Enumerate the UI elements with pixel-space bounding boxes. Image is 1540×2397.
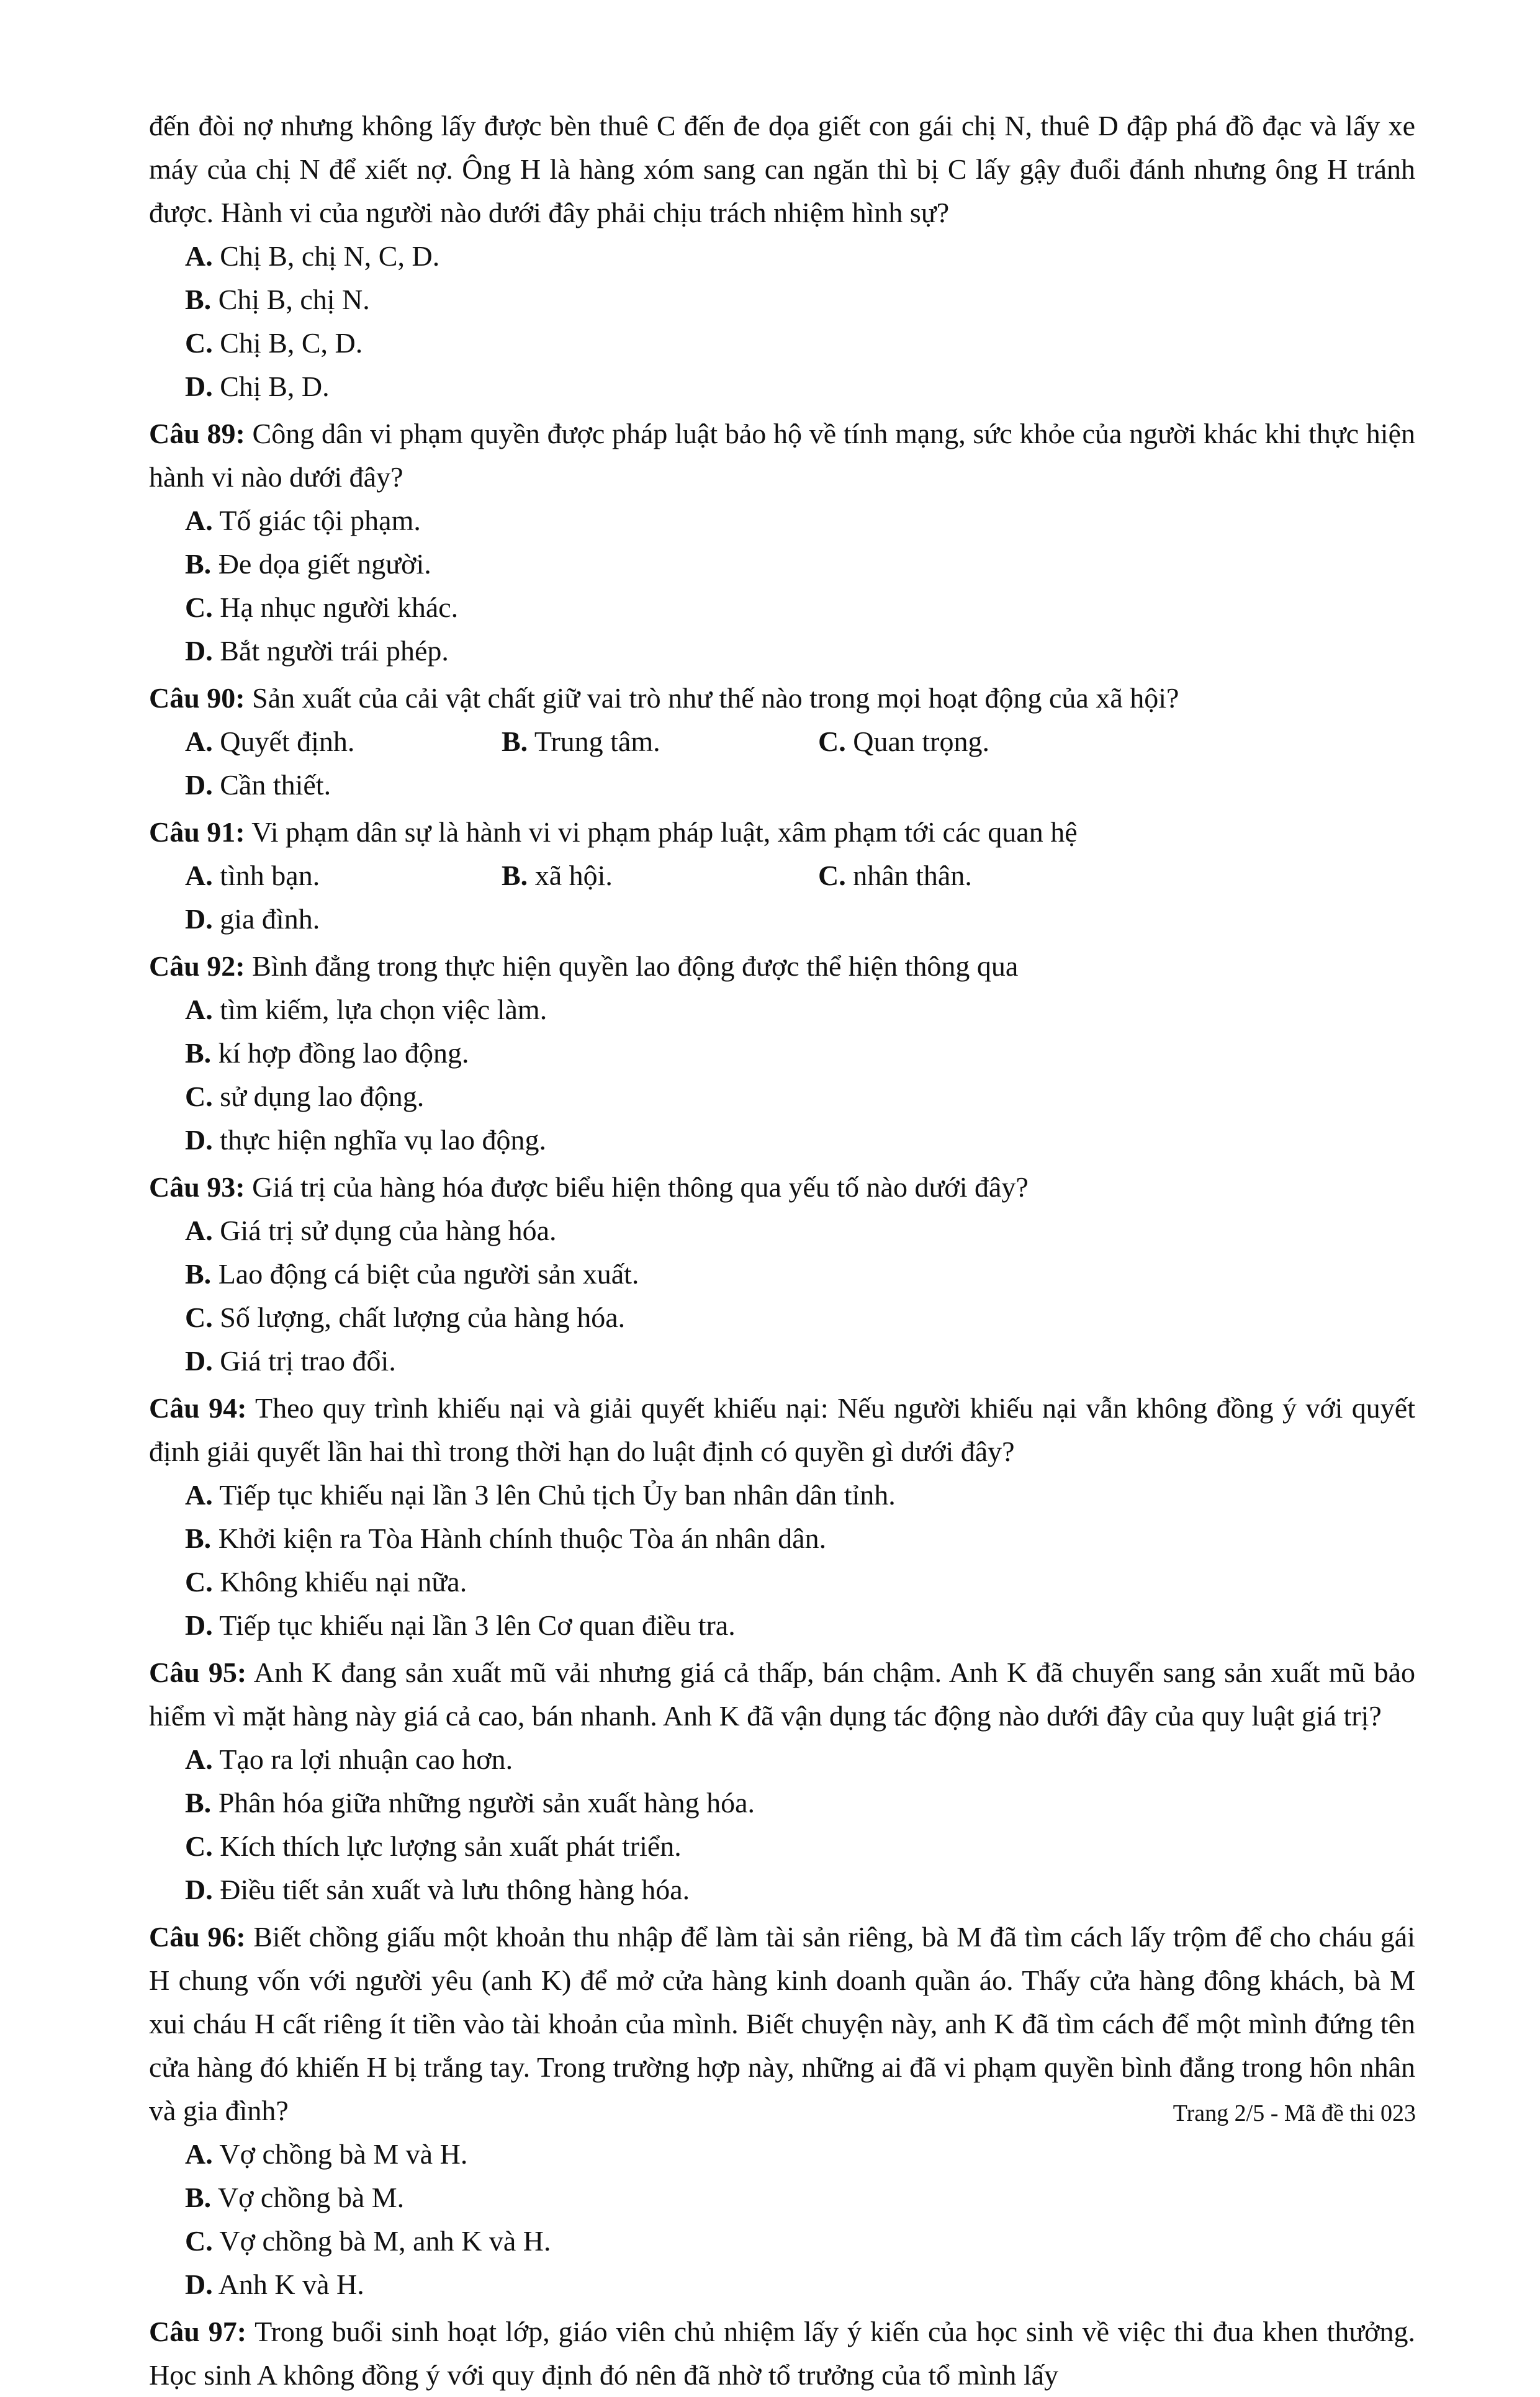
option-a: A. tình bạn. <box>185 860 320 891</box>
question-92-options <box>149 988 1415 1162</box>
option-b: B. Vợ chồng bà M. <box>185 2182 405 2213</box>
question-94: Câu 94: Theo quy trình khiếu nại và giải quyết khiếu nại: Nếu người khiếu nại vẫn không đồng ý với quyết định giải quyết lần hai thì trong thời hạn do luật định có quyền gì dưới đây? <box>149 1392 1416 1467</box>
question-91-options <box>149 854 1415 941</box>
option-c: C. Vợ chồng bà M, anh K và H. <box>185 2225 551 2257</box>
option-d: D. Bắt người trái phép. <box>185 635 449 667</box>
option-b: B. Lao động cá biệt của người sản xuất. <box>185 1258 639 1290</box>
question-91: Câu 91: Vi phạm dân sự là hành vi vi phạm pháp luật, xâm phạm tới các quan hệ <box>149 816 1078 848</box>
question-89: Câu 89: Công dân vi phạm quyền được pháp luật bảo hộ về tính mạng, sức khỏe của người khác khi thực hiện hành vi nào dưới đây? <box>149 418 1415 493</box>
question-95: Câu 95: Anh K đang sản xuất mũ vải nhưng giá cả thấp, bán chậm. Anh K đã chuyển sang sản xuất mũ bảo hiểm vì mặt hàng này giá cả cao, bán nhanh. Anh K đã vận dụng tác động nào dưới đây của quy luật giá trị? <box>149 1657 1416 1732</box>
question-94-options <box>149 1473 1415 1647</box>
option-a: A. Giá trị sử dụng của hàng hóa. <box>185 1215 557 1246</box>
option-d: D. Cần thiết. <box>185 769 331 801</box>
question-89-options <box>149 499 1415 673</box>
option-a: A. Tố giác tội phạm. <box>185 505 421 536</box>
continued-question-options <box>149 235 1415 408</box>
question-96-options <box>149 2133 1415 2306</box>
option-b: B. Chị B, chị N. <box>185 284 370 315</box>
question-95-options <box>149 1738 1415 1912</box>
option-c: C. Kích thích lực lượng sản xuất phát triển. <box>185 1830 682 1862</box>
option-d: D. Giá trị trao đổi. <box>185 1345 396 1377</box>
question-96: Câu 96: Biết chồng giấu một khoản thu nhập để làm tài sản riêng, bà M đã tìm cách lấy trộm để cho cháu gái H chung vốn với người yêu (anh K) để mở cửa hàng kinh doanh quần áo. Thấy cửa hàng đông khách, bà M xui cháu H cất riêng ít tiền vào tài khoản của mình. Biết chuyện này, anh K đã tìm cách để một mình đứng tên cửa hàng đó khiến H bị trắng tay. Trong trường hợp này, những ai đã vi phạm quyền bình đẳng trong hôn nhân và gia đình? <box>149 1921 1415 2126</box>
option-b: B. xã hội. <box>502 860 613 891</box>
option-d: D. Tiếp tục khiếu nại lần 3 lên Cơ quan điều tra. <box>185 1609 736 1641</box>
option-c: C. nhân thân. <box>818 860 972 891</box>
question-90-options <box>149 720 1415 807</box>
question-93-options <box>149 1209 1415 1383</box>
continued-question-text: đến đòi nợ nhưng không lấy được bèn thuê C đến đe dọa giết con gái chị N, thuê D đập phá đồ đạc và lấy xe máy của chị N để xiết nợ. Ông H là hàng xóm sang can ngăn thì bị C lấy gậy đuổi đánh nhưng ông H tránh được. Hành vi của người nào dưới đây phải chịu trách nhiệm hình sự? <box>149 110 1415 228</box>
option-a: A. Vợ chồng bà M và H. <box>185 2138 468 2170</box>
option-a: A. Chị B, chị N, C, D. <box>185 240 440 272</box>
option-a: A. Tiếp tục khiếu nại lần 3 lên Chủ tịch Ủy ban nhân dân tỉnh. <box>185 1479 896 1511</box>
question-90: Câu 90: Sản xuất của cải vật chất giữ vai trò như thế nào trong mọi hoạt động của xã hội? <box>149 682 1179 714</box>
option-c: C. Số lượng, chất lượng của hàng hóa. <box>185 1302 626 1333</box>
option-b: B. Trung tâm. <box>502 726 660 757</box>
question-92: Câu 92: Bình đẳng trong thực hiện quyền lao động được thể hiện thông qua <box>149 950 1019 982</box>
option-c: C. Chị B, C, D. <box>185 327 363 359</box>
option-a: A. Tạo ra lợi nhuận cao hơn. <box>185 1743 513 1775</box>
page-footer: Trang 2/5 - Mã đề thi 023 <box>1173 2100 1416 2126</box>
option-c: C. Hạ nhục người khác. <box>185 591 459 623</box>
option-c: C. Không khiếu nại nữa. <box>185 1566 467 1598</box>
option-c: C. Quan trọng. <box>818 726 989 757</box>
option-a: A. Quyết định. <box>185 726 355 757</box>
option-d: D. gia đình. <box>185 903 320 935</box>
question-97: Câu 97: Trong buổi sinh hoạt lớp, giáo viên chủ nhiệm lấy ý kiến của học sinh về việc thi đua khen thưởng. Học sinh A không đồng ý với quy định đó nên đã nhờ tổ trưởng của tổ mình lấy <box>149 2316 1416 2391</box>
option-b: B. kí hợp đồng lao động. <box>185 1037 469 1069</box>
option-d: D. Điều tiết sản xuất và lưu thông hàng hóa. <box>185 1874 690 1905</box>
option-b: B. Đe dọa giết người. <box>185 548 431 580</box>
question-93: Câu 93: Giá trị của hàng hóa được biểu hiện thông qua yếu tố nào dưới đây? <box>149 1171 1029 1203</box>
option-b: B. Phân hóa giữa những người sản xuất hàng hóa. <box>185 1787 755 1819</box>
exam-page <box>149 104 1415 2397</box>
option-b: B. Khởi kiện ra Tòa Hành chính thuộc Tòa án nhân dân. <box>185 1522 827 1554</box>
option-d: D. Chị B, D. <box>185 371 330 402</box>
option-d: D. thực hiện nghĩa vụ lao động. <box>185 1124 546 1156</box>
option-d: D. Anh K và H. <box>185 2269 364 2300</box>
option-a: A. tìm kiếm, lựa chọn việc làm. <box>185 994 547 1025</box>
option-c: C. sử dụng lao động. <box>185 1081 425 1112</box>
